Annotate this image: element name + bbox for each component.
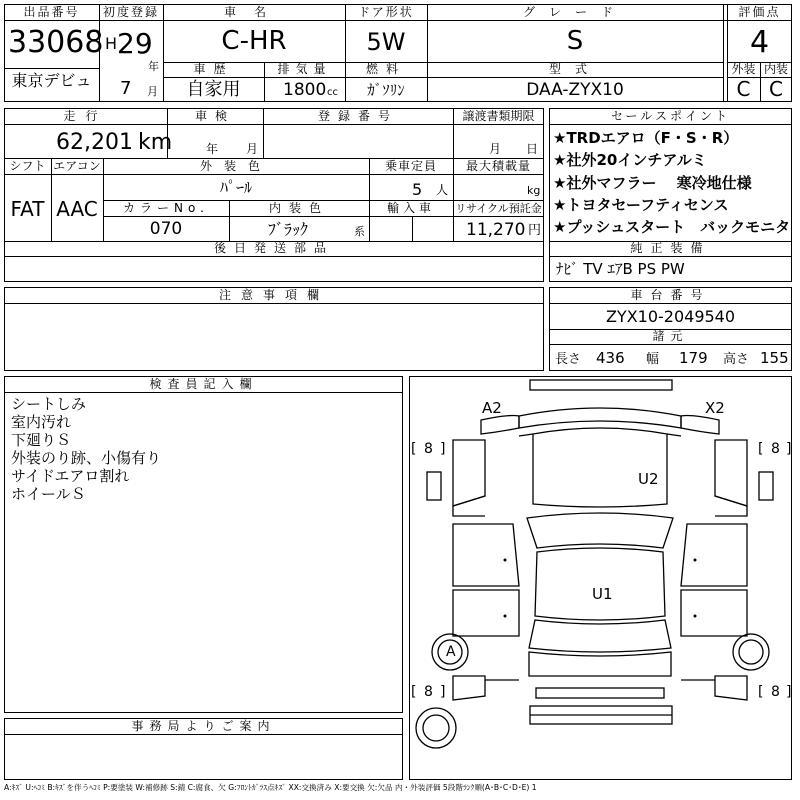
grade-label: グレード xyxy=(522,5,627,19)
era: H xyxy=(105,34,118,53)
model-label: 型式 xyxy=(548,62,601,76)
mileage-label: 走行 xyxy=(63,109,108,123)
sales-point: ★TRDエアロ（F・S・R） xyxy=(553,129,739,147)
recycle: 11,270 xyxy=(466,220,526,240)
tire-bracket-open: [ xyxy=(411,441,417,457)
model: DAA-ZYX10 xyxy=(526,80,624,100)
car-name: C-HR xyxy=(221,26,287,56)
dimensions-label: 諸元 xyxy=(652,329,689,343)
capacity-unit: 人 xyxy=(436,183,449,197)
exterior-label: 外装 xyxy=(731,62,756,76)
grade: S xyxy=(566,26,584,56)
first-reg-label: 初度登録 xyxy=(102,5,159,19)
shift-label: シフト xyxy=(9,159,46,173)
sales-point: ★トヨタセーフティセンス xyxy=(553,196,729,214)
reg-year: 29 xyxy=(117,27,153,60)
displacement-unit: cc xyxy=(327,87,338,98)
int-color: ﾌﾞﾗｯｸ xyxy=(268,220,309,239)
recycle-unit: 円 xyxy=(528,223,542,238)
color-no: 070 xyxy=(149,219,183,239)
ac: AAC xyxy=(56,197,98,221)
import-label: 輸入車 xyxy=(386,201,435,215)
width: 179 xyxy=(679,349,708,367)
damage-a2: A2 xyxy=(482,399,502,417)
sales-points-label: セールスポイント xyxy=(611,109,730,123)
tire-depth-rear-left: 8 xyxy=(424,684,433,700)
lot-number: 33068 xyxy=(8,25,104,60)
mileage-unit: km xyxy=(138,130,173,155)
ext-color: ﾊﾟｰﾙ xyxy=(219,178,252,197)
displacement-label: 排気量 xyxy=(277,62,332,76)
ext-color-label: 外装色 xyxy=(199,159,272,173)
inspector-line: 下廻りＳ xyxy=(11,431,72,449)
chassis-number: ZYX10-2049540 xyxy=(605,307,736,326)
tire-depth-front-left: 8 xyxy=(424,441,433,457)
displacement: 1800 xyxy=(283,80,327,100)
car-name-label: 車名 xyxy=(223,5,284,19)
ac-label: エアコン xyxy=(53,159,101,173)
chassis-label: 車台番号 xyxy=(630,288,711,302)
capacity: 5 xyxy=(412,180,423,199)
notes-label: 注意事項欄 xyxy=(218,288,329,302)
damage-u1: U1 xyxy=(592,585,613,603)
shift: FAT xyxy=(10,197,45,221)
insp-year-unit: 年 xyxy=(206,142,219,156)
inspector-line: 室内汚れ xyxy=(11,413,72,431)
inspector-line: サイドエアロ割れ xyxy=(11,467,130,485)
sales-point: ★プッシュスタート バックモニタ xyxy=(553,218,791,236)
tire-bracket-close: ] xyxy=(786,441,792,457)
interior-grade: C xyxy=(769,77,783,101)
tire-bracket-close: ] xyxy=(786,684,792,700)
year-unit: 年 xyxy=(148,60,159,73)
fuel: ｶﾞｿﾘﾝ xyxy=(367,81,405,99)
sales-point: ★社外20インチアルミ xyxy=(553,151,707,169)
width-label: 幅 xyxy=(646,352,660,367)
later-parts-label: 後日発送部品 xyxy=(213,241,334,255)
transfer-label: 譲渡書類期限 xyxy=(462,109,535,123)
history: 自家用 xyxy=(186,79,241,100)
tire-depth-rear-right: 8 xyxy=(771,684,780,700)
month-unit: 月 xyxy=(147,85,158,98)
recycle-label: リサイクル預託金 xyxy=(455,202,542,215)
tire-bracket-close: ] xyxy=(440,684,446,700)
sales-points-list xyxy=(0,127,792,239)
sales-point: ★社外マフラー 寒冷地仕様 xyxy=(553,174,752,192)
reg-month: 7 xyxy=(120,78,132,99)
tokyo-debut: 東京デビュ xyxy=(11,71,92,90)
length: 436 xyxy=(596,349,625,367)
equipment: ﾅﾋﾞ TV ｴｱB PS PW xyxy=(556,260,685,278)
int-color-label: 内装色 xyxy=(268,201,329,215)
damage-legend: A:ｷｽﾞ U:ﾍｺﾐ B:ｷｽﾞを伴うﾍｺﾐ P:要塗装 W:補修跡 S:錆 C:腐食、欠 G:ﾌﾛﾝﾄｶﾞﾗｽ点ｷｽﾞ XX:交換済み X:要交換 欠:欠品 内・外装評価 5段階ﾗﾝｸ順(A･B･C･D･E) 1 xyxy=(4,783,537,792)
color-no-label: カラーNo. xyxy=(123,201,209,215)
lot-label: 出品番号 xyxy=(23,5,80,19)
door: 5W xyxy=(366,28,406,56)
damage-a: A xyxy=(446,644,456,660)
height-label: 高さ xyxy=(723,352,750,367)
tire-bracket-open: [ xyxy=(758,441,764,457)
equipment-label: 純正装備 xyxy=(630,241,711,255)
history-label: 車歴 xyxy=(193,62,234,76)
inspection-label: 車検 xyxy=(194,109,235,123)
tire-bracket-close: ] xyxy=(440,441,446,457)
int-color-unit: 系 xyxy=(354,225,365,238)
reg-no-label: 登録番号 xyxy=(317,109,398,123)
exterior-grade: C xyxy=(736,77,751,101)
score-label: 評価点 xyxy=(738,5,781,19)
transfer-month-unit: 月 xyxy=(489,142,502,156)
tire-bracket-open: [ xyxy=(411,684,417,700)
tire-depth-front-right: 8 xyxy=(771,441,780,457)
insp-month-unit: 月 xyxy=(246,142,259,156)
mileage: 62,201 xyxy=(56,130,133,155)
transfer-day-unit: 日 xyxy=(526,142,539,156)
score: 4 xyxy=(749,25,770,60)
capacity-label: 乗車定員 xyxy=(384,159,437,173)
load-unit: kg xyxy=(527,184,541,197)
length-label: 長さ xyxy=(555,352,582,367)
inspector-line: 外装のり跡、小傷有り xyxy=(11,449,162,467)
office-label: 事務局よりご案内 xyxy=(131,719,276,733)
interior-label: 内装 xyxy=(763,62,788,76)
inspector-line: シートしみ xyxy=(11,395,87,413)
damage-x2: X2 xyxy=(705,399,725,417)
damage-u2: U2 xyxy=(638,470,659,488)
inspector-line: ホイールＳ xyxy=(11,485,86,503)
tire-bracket-open: [ xyxy=(758,684,764,700)
height: 155 xyxy=(760,349,789,367)
fuel-label: 燃料 xyxy=(365,62,406,76)
load-label: 最大積載量 xyxy=(465,159,531,173)
door-label: ドア形状 xyxy=(358,5,414,19)
car-outline-diagram xyxy=(409,376,792,780)
inspector-label: 検査員記入欄 xyxy=(149,377,258,391)
